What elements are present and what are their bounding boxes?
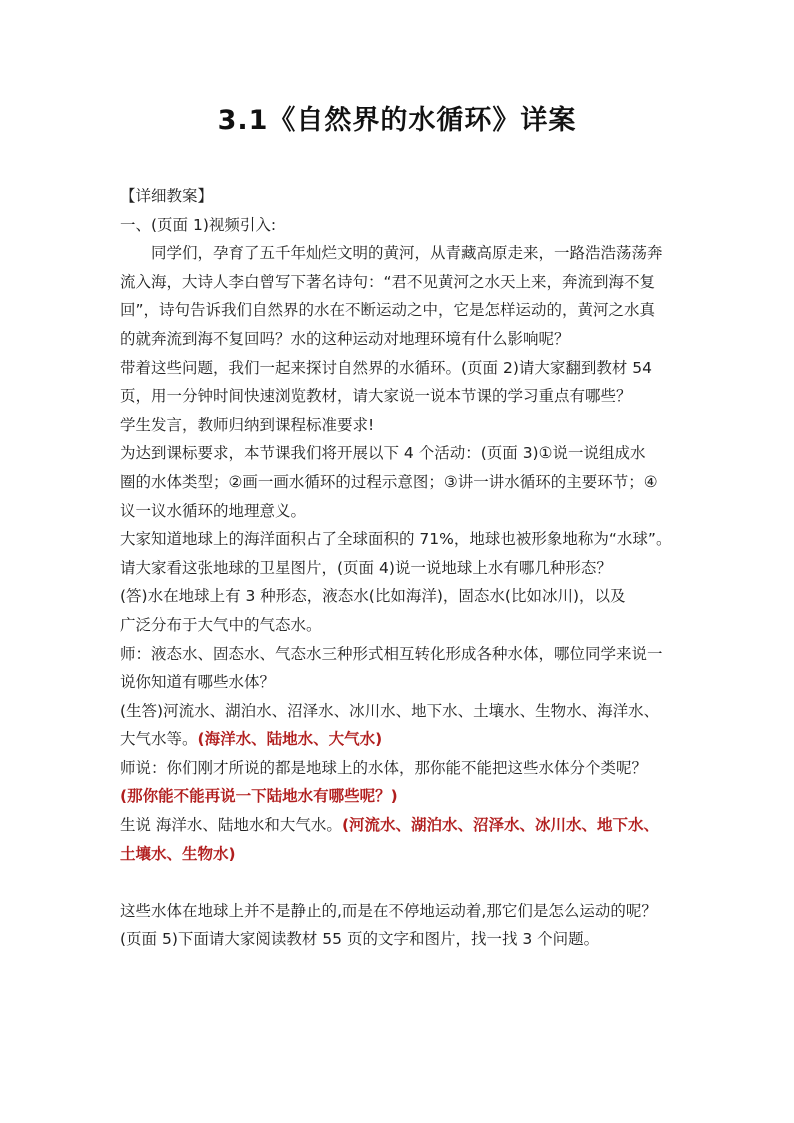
paragraph-line: 大家知道地球上的海洋面积占了全球面积的 71%，地球也被形象地称为“水球”。 [120,530,672,549]
paragraph-line: 议一议水循环的地理意义。 [120,501,307,520]
paragraph-line: (答)水在地球上有 3 种形态，液态水(比如海洋)，固态水(比如冰川)，以及 [120,587,626,606]
paragraph-line [120,725,680,754]
blank-line [120,868,680,897]
paragraph-line: 回”，诗句告诉我们自然界的水在不断运动之中，它是怎样运动的，黄河之水真 [120,301,656,320]
paragraph-line: (页面 5)下面请大家阅读教材 55 页的文字和图片，找一找 3 个问题。 [120,930,600,949]
highlight-answer: (海洋水、陆地水、大气水) [197,730,383,749]
paragraph-line: 页，用一分钟时间快速浏览教材，请大家说一说本节课的学习重点有哪些？ [120,387,632,406]
paragraph-line: 师说：你们刚才所说的都是地球上的水体，那你能不能把这些水体分个类呢？ [120,758,648,777]
highlight-answer: (河流水、湖泊水、沼泽水、冰川水、地下水、 [341,816,660,835]
section-header: 【详细教案】 [120,187,214,205]
paragraph-line: 这些水体在地球上并不是静止的,而是在不停地运动着,那它们是怎么运动的呢？ [120,901,657,920]
paragraph-line: 带着这些问题，我们一起来探讨自然界的水循环。(页面 2)请大家翻到教材 54 [120,358,653,377]
paragraph-line: 流入海，大诗人李白曾写下著名诗句：“君不见黄河之水天上来，奔流到海不复 [120,272,656,291]
paragraph-line: 为达到课标要求，本节课我们将开展以下 4 个活动：(页面 3)①说一说组成水 [120,444,646,463]
paragraph-line: 请大家看这张地球的卫星图片，(页面 4)说一说地球上水有哪几种形态？ [120,558,612,577]
paragraph-line: 说你知道有哪些水体？ [120,673,276,692]
paragraph-line [120,811,680,840]
paragraph-line: 师：液态水、固态水、气态水三种形式相互转化形成各种水体，哪位同学来说一 [120,644,663,663]
paragraph-line: 圈的水体类型；②画一画水循环的过程示意图；③讲一讲水循环的主要环节；④ [120,472,658,491]
document-body [120,182,680,954]
section-one-heading: 一、(页面 1)视频引入: [120,215,277,234]
paragraph-line: 广泛分布于大气中的气态水。 [120,615,322,634]
document-title: 3.1《自然界的水循环》详案 [217,105,577,136]
paragraph-text: 生说 海洋水、陆地水和大气水。 [120,816,342,835]
paragraph-line: (生答)河流水、湖泊水、沼泽水、冰川水、地下水、土壤水、生物水、海洋水、 [120,701,660,720]
paragraph-text: 大气水等。 [120,730,198,749]
highlight-question: (那你能不能再说一下陆地水有哪些呢？) [120,787,398,806]
highlight-answer: 土壤水、生物水) [120,844,236,863]
paragraph-line: 学生发言，教师归纳到课程标准要求! [120,415,375,434]
paragraph-line: 同学们，孕育了五千年灿烂文明的黄河，从青藏高原走来，一路浩浩荡荡奔 [151,244,663,263]
paragraph-line: 的就奔流到海不复回吗？水的这种运动对地理环境有什么影响呢？ [120,329,570,348]
